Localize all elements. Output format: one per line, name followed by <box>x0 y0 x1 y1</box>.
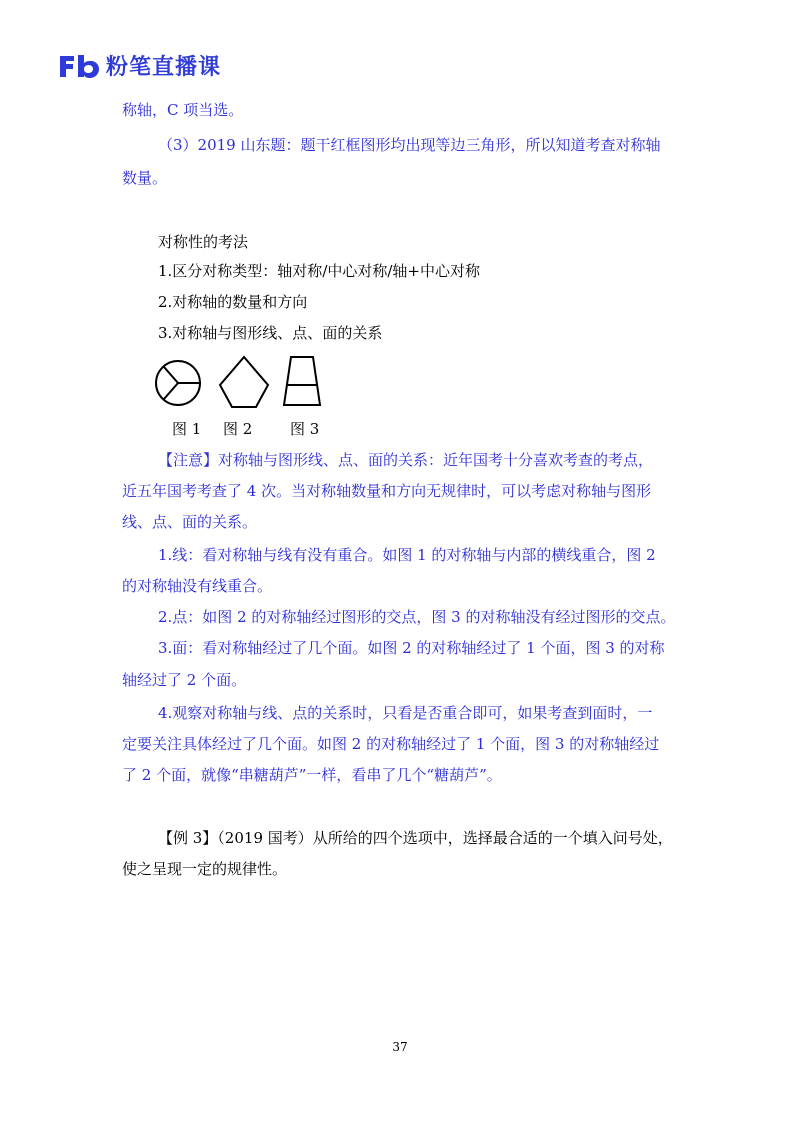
list-item: 2.对称轴的数量和方向 <box>158 293 308 311</box>
example-line: 使之呈现一定的规律性。 <box>122 860 288 878</box>
note-line: 3.面：看对称轴经过了几个面。如图 2 的对称轴经过了 1 个面，图 3 的对称 <box>158 639 665 657</box>
note-line: 轴经过了 2 个面。 <box>122 671 247 689</box>
figure-3-label: 图 3 <box>290 420 320 438</box>
text-line: 称轴，C 项当选。 <box>122 101 244 119</box>
list-item: 1.区分对称类型：轴对称/中心对称/轴+中心对称 <box>158 262 480 280</box>
text-line: （3）2019 山东题：题干红框图形均出现等边三角形，所以知道考查对称轴 <box>158 136 661 154</box>
note-line: 【注意】对称轴与图形线、点、面的关系：近年国考十分喜欢考查的考点， <box>158 451 654 469</box>
note-line: 2.点：如图 2 的对称轴经过图形的交点，图 3 的对称轴没有经过图形的交点。 <box>158 608 676 626</box>
figure-2-kite <box>220 357 268 407</box>
example-line: 【例 3】（2019 国考）从所给的四个选项中，选择最合适的一个填入问号处， <box>158 829 673 847</box>
fenbi-logo-icon <box>58 53 100 79</box>
note-line: 4.观察对称轴与线、点的关系时，只看是否重合即可，如果考查到面时，一 <box>158 704 653 722</box>
figure-3-trapezoid <box>284 357 320 405</box>
note-line: 1.线：看对称轴与线有没有重合。如图 1 的对称轴与内部的横线重合，图 2 <box>158 546 656 564</box>
figure-2-label: 图 2 <box>223 420 253 438</box>
note-line: 近五年国考考查了 4 次。当对称轴数量和方向无规律时，可以考虑对称轴与图形 <box>122 482 652 500</box>
list-item: 3.对称轴与图形线、点、面的关系 <box>158 324 383 342</box>
logo-text: 粉笔直播课 <box>106 55 222 80</box>
note-line: 定要关注具体经过了几个面。如图 2 的对称轴经过了 1 个面，图 3 的对称轴经过 <box>122 735 660 753</box>
brand-logo <box>58 50 221 81</box>
note-line: 的对称轴没有线重合。 <box>122 577 273 595</box>
note-line: 了 2 个面，就像“串糖葫芦”一样，看串了几个“糖葫芦”。 <box>122 766 502 784</box>
text-line: 数量。 <box>122 169 168 187</box>
page-number: 37 <box>392 1040 408 1054</box>
figure-1-label: 图 1 <box>172 420 202 438</box>
figure-1-circle <box>156 361 200 405</box>
note-line: 线、点、面的关系。 <box>122 513 258 531</box>
section-heading: 对称性的考法 <box>158 233 249 251</box>
symmetry-figures <box>152 355 352 411</box>
